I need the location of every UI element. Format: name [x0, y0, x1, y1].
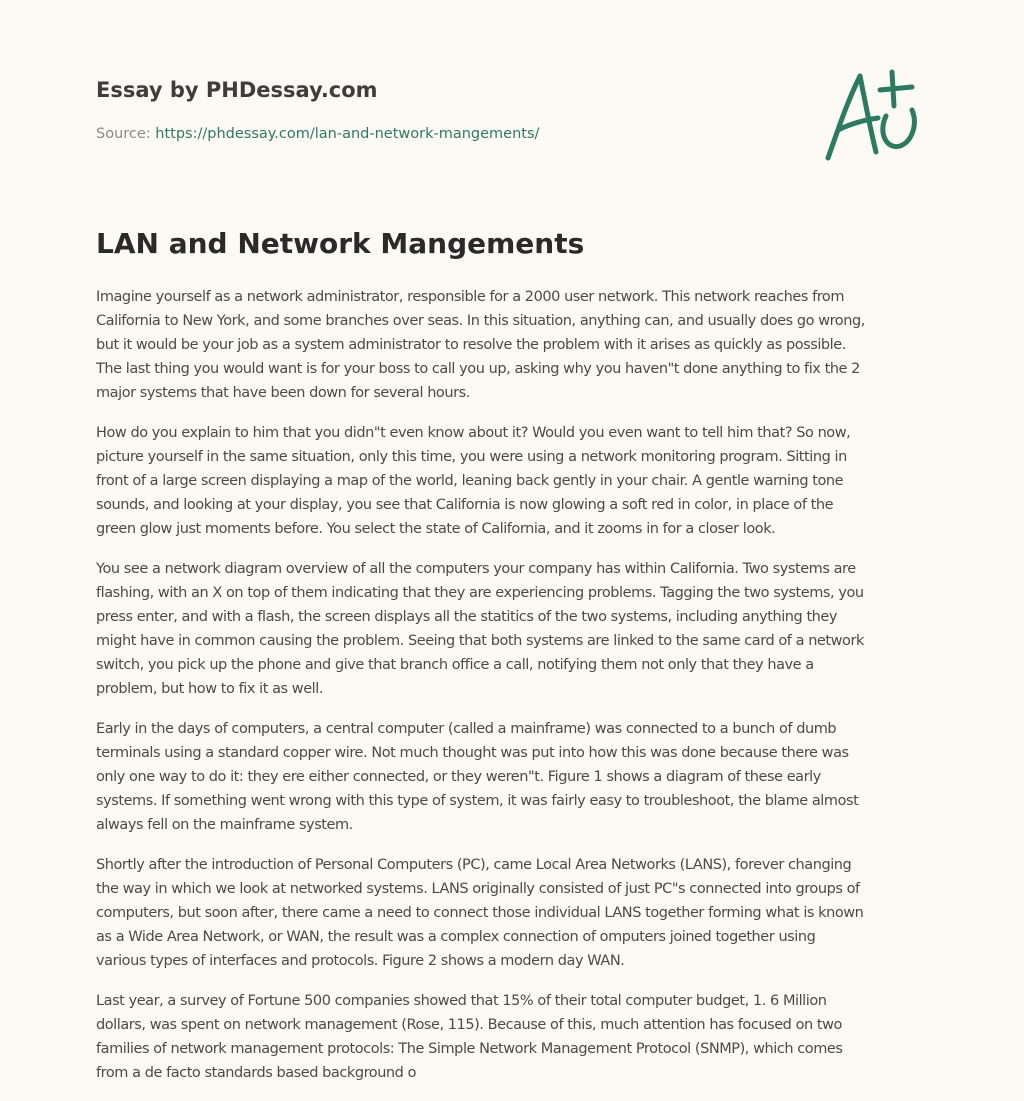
essay-header	[96, 74, 796, 144]
paragraph-line: as a Wide Area Network, or WAN, the result was a complex connection of omputers joined together using	[96, 929, 816, 945]
paragraph-line: but it would be your job as a system administrator to resolve the problem with it arises as quickly as possible.	[96, 337, 846, 353]
essay-paragraph	[96, 717, 928, 837]
paragraph-line: front of a large screen displaying a map of the world, leaning back gently in your chair. A gentle warning tone	[96, 473, 844, 489]
paragraph-line: switch, you pick up the phone and give that branch office a call, notifying them not only that they have a	[96, 657, 814, 673]
paragraph-line: California to New York, and some branches over seas. In this situation, anything can, and usually does go wrong,	[96, 313, 865, 329]
paragraph-line: Early in the days of computers, a central computer (called a mainframe) was connected to a bunch of dumb	[96, 721, 837, 737]
paragraph-line: only one way to do it: they ere either connected, or they weren"t. Figure 1 shows a diagram of these early	[96, 769, 821, 785]
paragraph-line: the way in which we look at networked systems. LANS originally consisted of just PC"s connected into groups of	[96, 881, 860, 897]
paragraph-line: green glow just moments before. You select the state of California, and it zooms in for a closer look.	[96, 521, 776, 537]
essay-paragraph	[96, 989, 928, 1085]
paragraph-line: sounds, and looking at your display, you see that California is now glowing a soft red in color, in place of the	[96, 497, 834, 513]
paragraph-line: from a de facto standards based background o	[96, 1065, 417, 1081]
paragraph-line: How do you explain to him that you didn"t even know about it? Would you even want to tell him that? So now,	[96, 425, 851, 441]
source-link[interactable]: https://phdessay.com/lan-and-network-mangements/	[155, 126, 540, 142]
paragraph-line: The last thing you would want is for your boss to call you up, asking why you haven"t done anything to fix the 2	[96, 361, 860, 377]
paragraph-line: flashing, with an X on top of them indicating that they are experiencing problems. Tagging the two systems, you	[96, 585, 864, 601]
essay-paragraph	[96, 421, 928, 541]
essay-paragraph	[96, 285, 928, 405]
essay-title: LAN and Network Mangements	[96, 227, 585, 260]
paragraph-line: Last year, a survey of Fortune 500 companies showed that 15% of their total computer budget, 1. 6 Million	[96, 993, 827, 1009]
paragraph-line: various types of interfaces and protocols. Figure 2 shows a modern day WAN.	[96, 953, 625, 969]
paragraph-line: families of network management protocols: The Simple Network Management Protocol (SNMP), which comes	[96, 1041, 843, 1057]
paragraph-line: might have in common causing the problem. Seeing that both systems are linked to the same card of a network	[96, 633, 864, 649]
paragraph-line: Imagine yourself as a network administrator, responsible for a 2000 user network. This network reaches from	[96, 289, 845, 305]
a-plus-grade-icon	[820, 66, 930, 166]
paragraph-line: press enter, and with a flash, the screen displays all the statitics of the two systems, including anything they	[96, 609, 838, 625]
essay-paragraph	[96, 557, 928, 701]
paragraph-line: picture yourself in the same situation, only this time, you were using a network monitoring program. Sitting in	[96, 449, 847, 465]
paragraph-line: systems. If something went wrong with this type of system, it was fairly easy to troubleshoot, the blame almost	[96, 793, 859, 809]
paragraph-line: dollars, was spent on network management (Rose, 115). Because of this, much attention has focused on two	[96, 1017, 842, 1033]
paragraph-line: problem, but how to fix it as well.	[96, 681, 323, 697]
source-label: Source:	[96, 126, 151, 142]
paragraph-line: Shortly after the introduction of Personal Computers (PC), came Local Area Networks (LANS), forever changing	[96, 857, 852, 873]
essay-body	[96, 285, 928, 1101]
paragraph-line: major systems that have been down for several hours.	[96, 385, 470, 401]
essay-paragraph	[96, 853, 928, 973]
paragraph-line: You see a network diagram overview of all the computers your company has within California. Two systems are	[96, 561, 856, 577]
source-line	[96, 124, 796, 144]
paragraph-line: computers, but soon after, there came a need to connect those individual LANS together forming what is known	[96, 905, 864, 921]
paragraph-line: terminals using a standard copper wire. Not much thought was put into how this was done because there was	[96, 745, 849, 761]
paragraph-line: always fell on the mainframe system.	[96, 817, 353, 833]
brand-title: Essay by PHDessay.com	[96, 78, 378, 102]
